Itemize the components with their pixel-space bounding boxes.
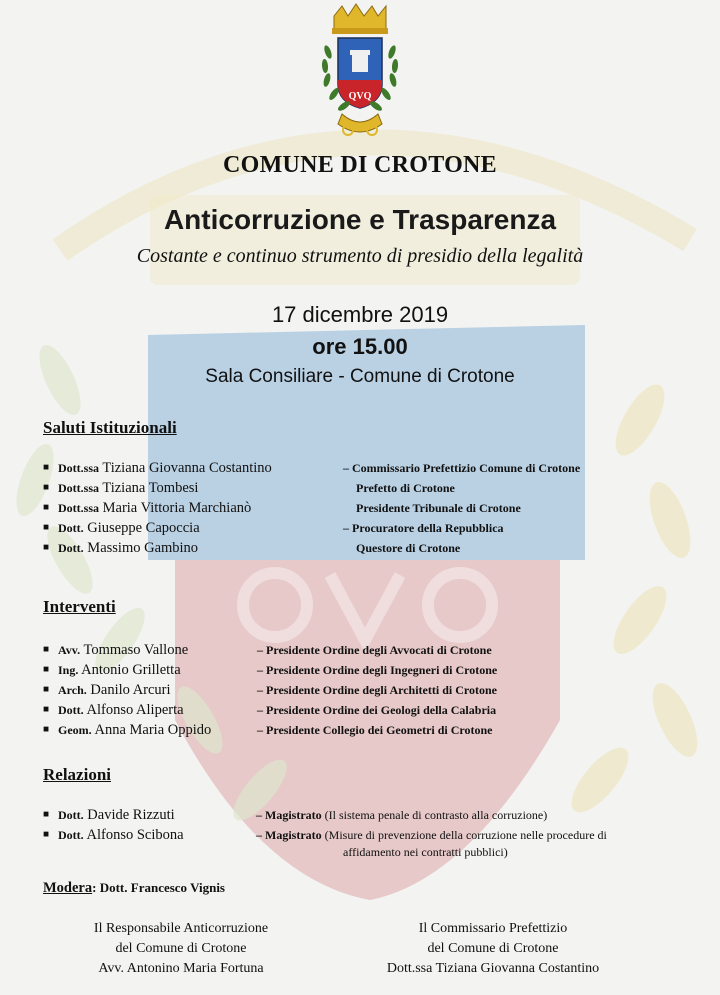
bullet-icon: ■ [43,462,50,473]
moderator-name: : Dott. Francesco Vignis [92,880,225,895]
event-subtitle: Costante e continuo strumento di presidio della legalità [136,245,584,267]
bullet-icon: ■ [43,829,50,840]
bullet-icon: ■ [43,644,50,655]
bullet-icon: ■ [43,664,50,675]
event-time: ore 15.00 [312,334,408,359]
crest-letters: QVQ [348,91,372,102]
bullet-icon: ■ [43,482,50,493]
bullet-icon: ■ [43,542,50,553]
bullet-icon: ■ [43,704,50,715]
event-date: 17 dicembre 2019 [271,302,449,327]
event-venue: Sala Consiliare - Comune di Crotone [205,366,515,387]
moderator-label: Modera [43,880,93,896]
signature-block-left: Il Responsabile Anticorruzione del Comune di Crotone Avv. Antonino Maria Fortuna [93,921,269,976]
section-heading-relazioni: Relazioni [43,765,111,784]
bullet-icon: ■ [43,809,50,820]
signature-block-right: Il Commissario Prefettizio del Comune di Crotone Dott.ssa Tiziana Giovanna Costantino [386,921,600,976]
bullet-icon: ■ [43,502,50,513]
coat-of-arms-icon [312,2,408,152]
bullet-icon: ■ [43,684,50,695]
bullet-icon: ■ [43,522,50,533]
poster: QVQ COMUNE DI CROTONE Anticorruzione e Trasparenza Costante e continuo strumento di presidio della legalità 17 dicembre 2019 ore 15.00 Sala Consiliare - Comune di Crotone Saluti Istituzionali ■ Dott.ssa Tiziana Giovanna Costantino – Commissario Prefettizio Comune di Crotone ■ Dott.ssa Tiziana Tombesi Prefetto di Crotone ■ Dott.ssa Maria Vittoria Marchianò Presidente Tribunale di Crotone ■ Dott. Giuseppe Capoccia – Procuratore della Repubblica ■ Dott. Massimo Gambino Questore di Crotone Interventi ■ Avv. Tommaso Vallone – Presidente Ordine degli Avvocati di Crotone ■ Ing. Antonio Grilletta – Presidente Ordine degli Ingegneri di Crotone ■ Arch. Danilo Arcuri – Presidente Ordine degli Architetti di Crotone ■ Dott. Alfonso Aliperta – Presidente Ordine dei Geologi della Calabria ■ Geom. Anna Maria Oppido – Presidente Collegio dei Geometri di Crotone Relazioni ■ Dott. Davide Rizzuti – Magistrato (Il sistema penale di contrasto alla corruzione) ■ Dott. Alfonso Scibona – Magistrato (Misure di prevenzione della corruzione nelle procedure di affidamento nei contratti pubblici) Modera: Dott. Francesco Vignis Il Responsabile Anticorruzione del Comune di Crotone Avv. Antonino Maria Fortuna Il Commissario Prefettizio del Comune di Crotone Dott.ssa Tiziana Giovanna Costantino [0,0,720,995]
relazioni-note-continued: affidamento nei contratti pubblici) [343,845,508,859]
organization-name: COMUNE DI CROTONE [222,152,497,178]
section-heading-saluti: Saluti Istituzionali [43,418,177,437]
bullet-icon: ■ [43,724,50,735]
section-heading-interventi: Interventi [43,597,116,616]
moderator [43,880,225,897]
event-title: Anticorruzione e Trasparenza [163,204,557,235]
